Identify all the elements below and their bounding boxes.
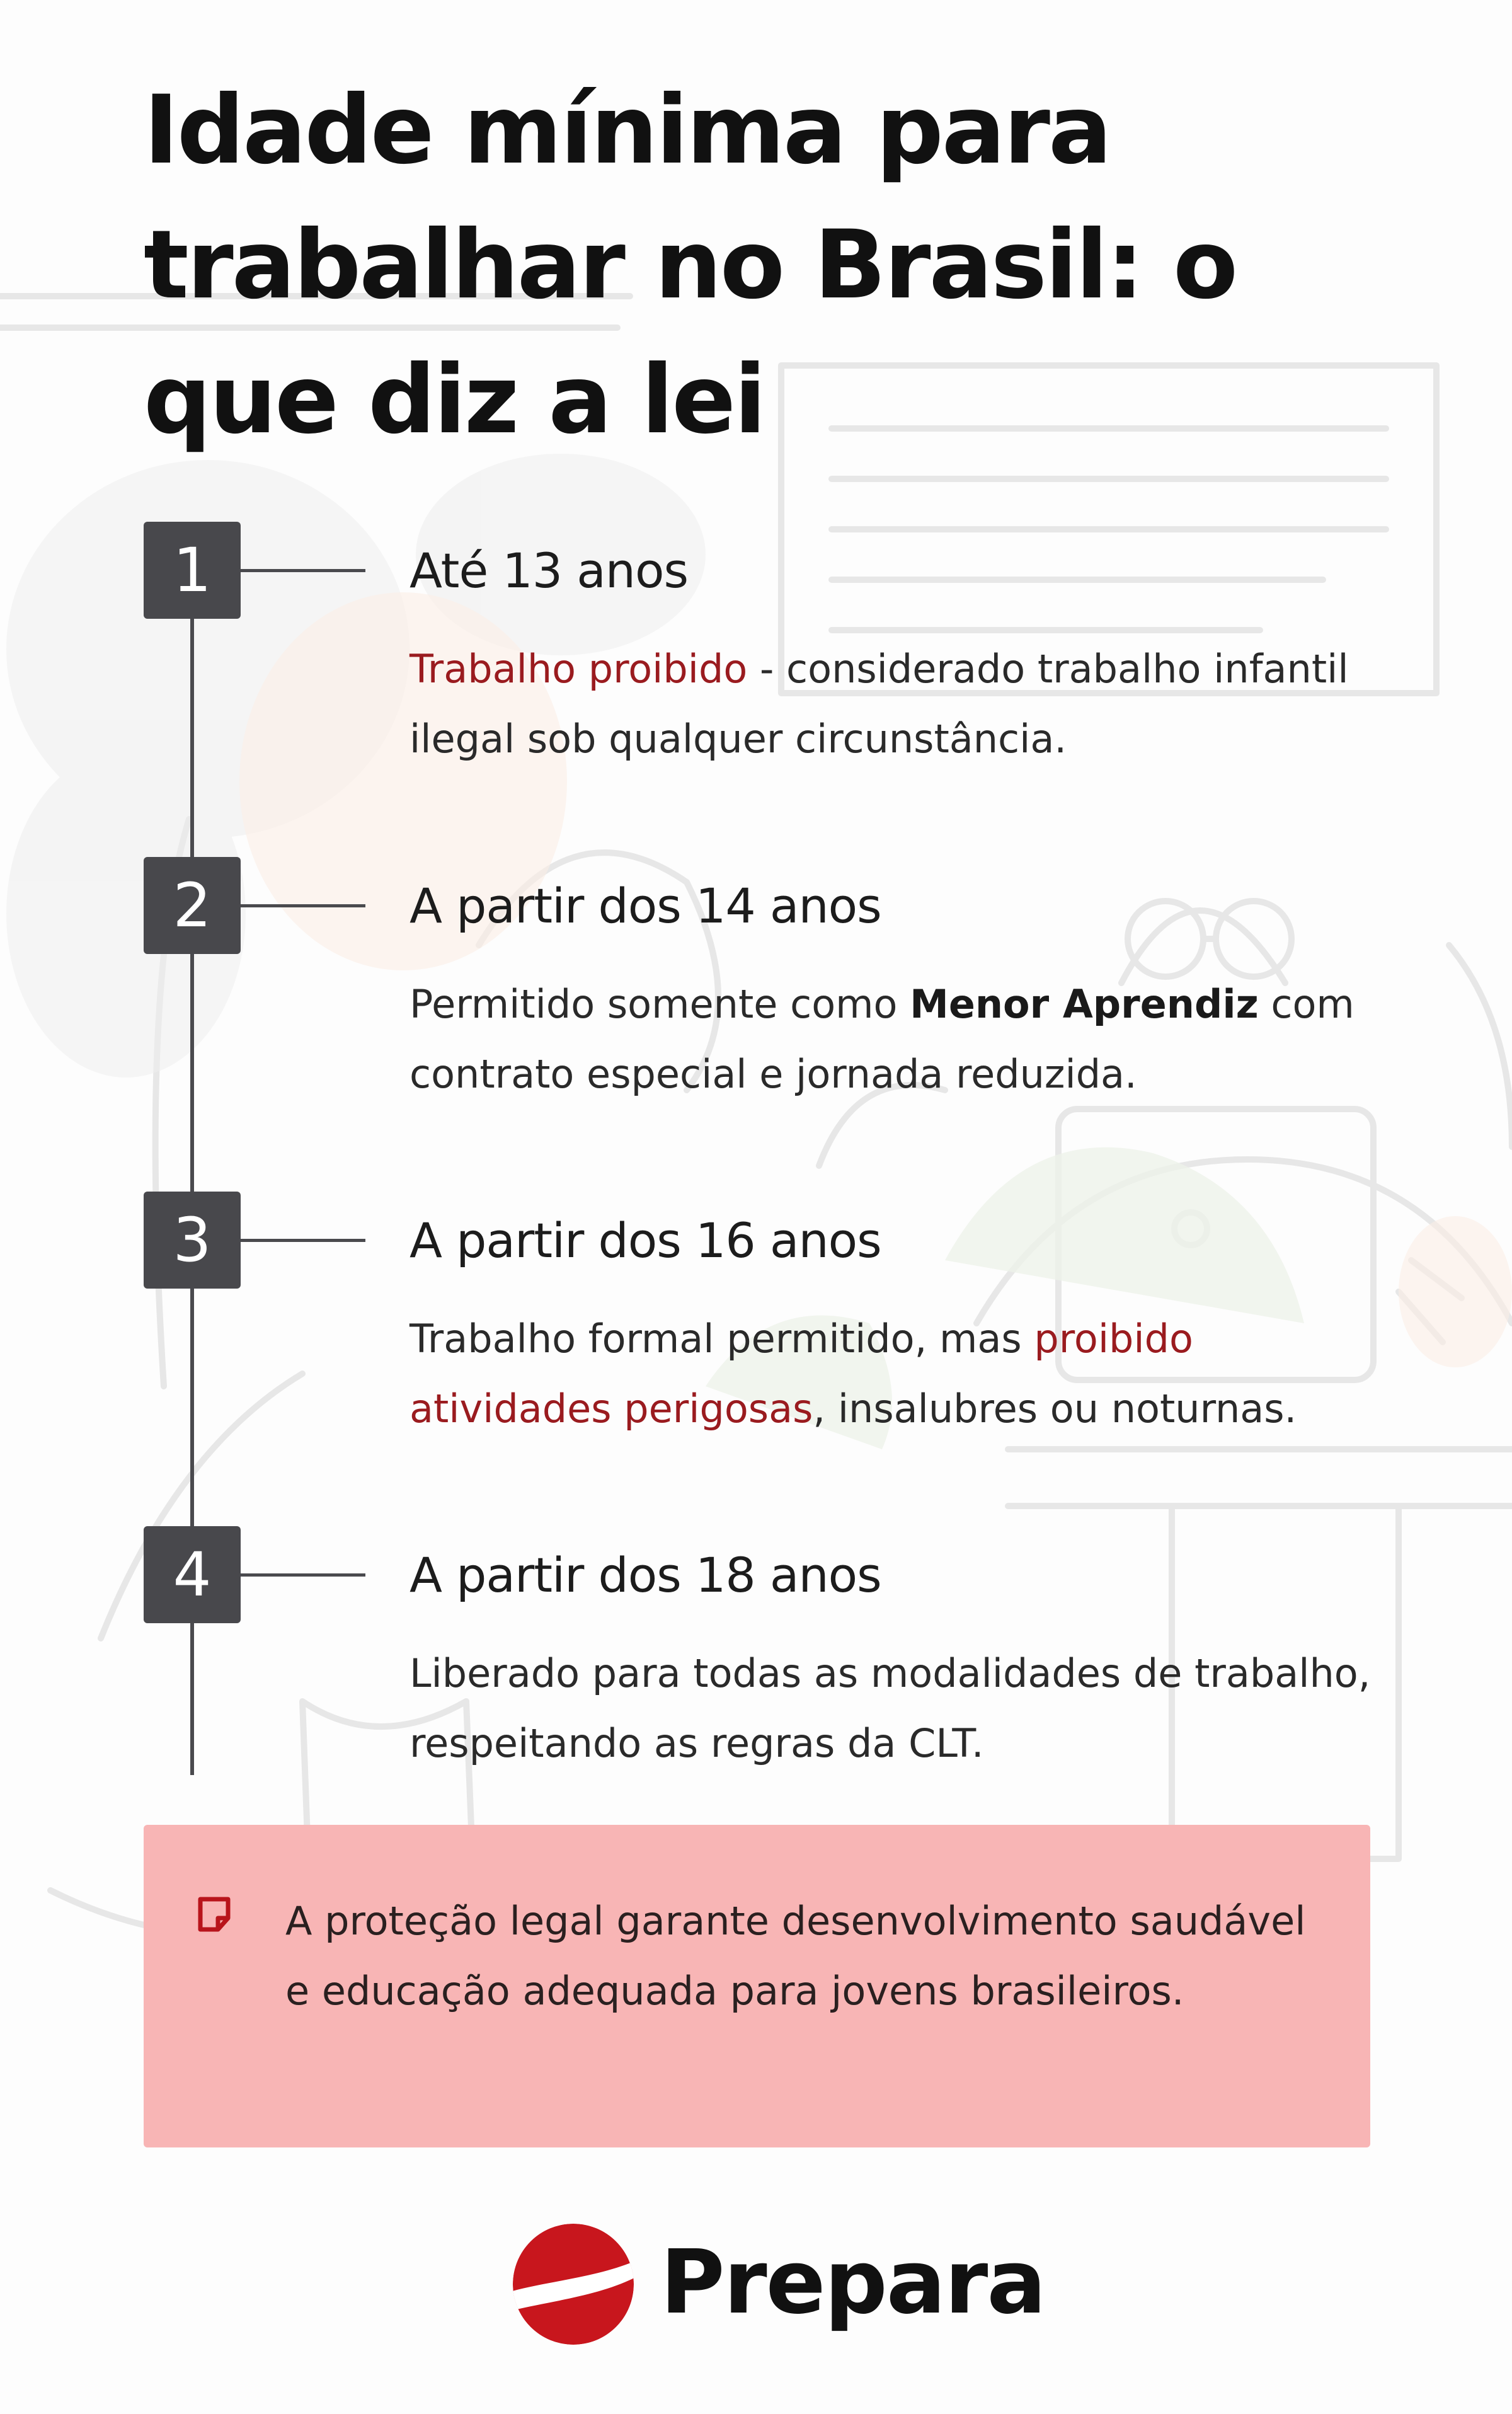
step-number-badge: 4 xyxy=(144,1526,241,1623)
description-text: , insalubres ou noturnas. xyxy=(813,1386,1297,1432)
step-description xyxy=(410,1304,1392,1444)
bold-text: Menor Aprendiz xyxy=(910,981,1259,1027)
description-text: Liberado para todas as modalidades de trabalho, respeitando as regras da CLT. xyxy=(410,1650,1371,1766)
description-text: Permitido somente como xyxy=(410,981,910,1027)
step-description xyxy=(410,1638,1392,1778)
step-description xyxy=(410,969,1392,1109)
note-icon xyxy=(194,1894,234,1934)
step-heading: Até 13 anos xyxy=(410,543,689,599)
description-text: - considerado trabalho infantil ilegal sob qualquer circunstância. xyxy=(410,646,1349,762)
step-connector xyxy=(241,1573,365,1577)
highlight-text: proibido atividades perigosas xyxy=(410,1316,1193,1432)
note-text: A proteção legal garante desenvolvimento saudável e educação adequada para jovens brasileiros. xyxy=(285,1898,1306,2014)
description-text: com contrato especial e jornada reduzida. xyxy=(410,981,1354,1097)
step-connector xyxy=(241,1239,365,1242)
step-description xyxy=(410,634,1392,774)
step-connector xyxy=(241,904,365,907)
step-heading: A partir dos 16 anos xyxy=(410,1212,881,1268)
step-number-badge: 2 xyxy=(144,857,241,954)
brand-name: Prepara xyxy=(660,2231,1045,2334)
highlight-text: Trabalho proibido xyxy=(410,646,748,692)
step-heading: A partir dos 14 anos xyxy=(410,878,881,934)
description-text: Trabalho formal permitido, mas xyxy=(410,1316,1034,1362)
step-connector xyxy=(241,569,365,572)
page-title: Idade mínima para trabalhar no Brasil: o que diz a lei xyxy=(144,76,1237,455)
note-box xyxy=(144,1825,1370,2147)
brand-logo xyxy=(510,2218,1045,2357)
step-number-badge: 1 xyxy=(144,522,241,619)
brand-logo-mark-icon xyxy=(510,2218,636,2350)
step-heading: A partir dos 18 anos xyxy=(410,1547,881,1603)
step-number-badge: 3 xyxy=(144,1192,241,1289)
